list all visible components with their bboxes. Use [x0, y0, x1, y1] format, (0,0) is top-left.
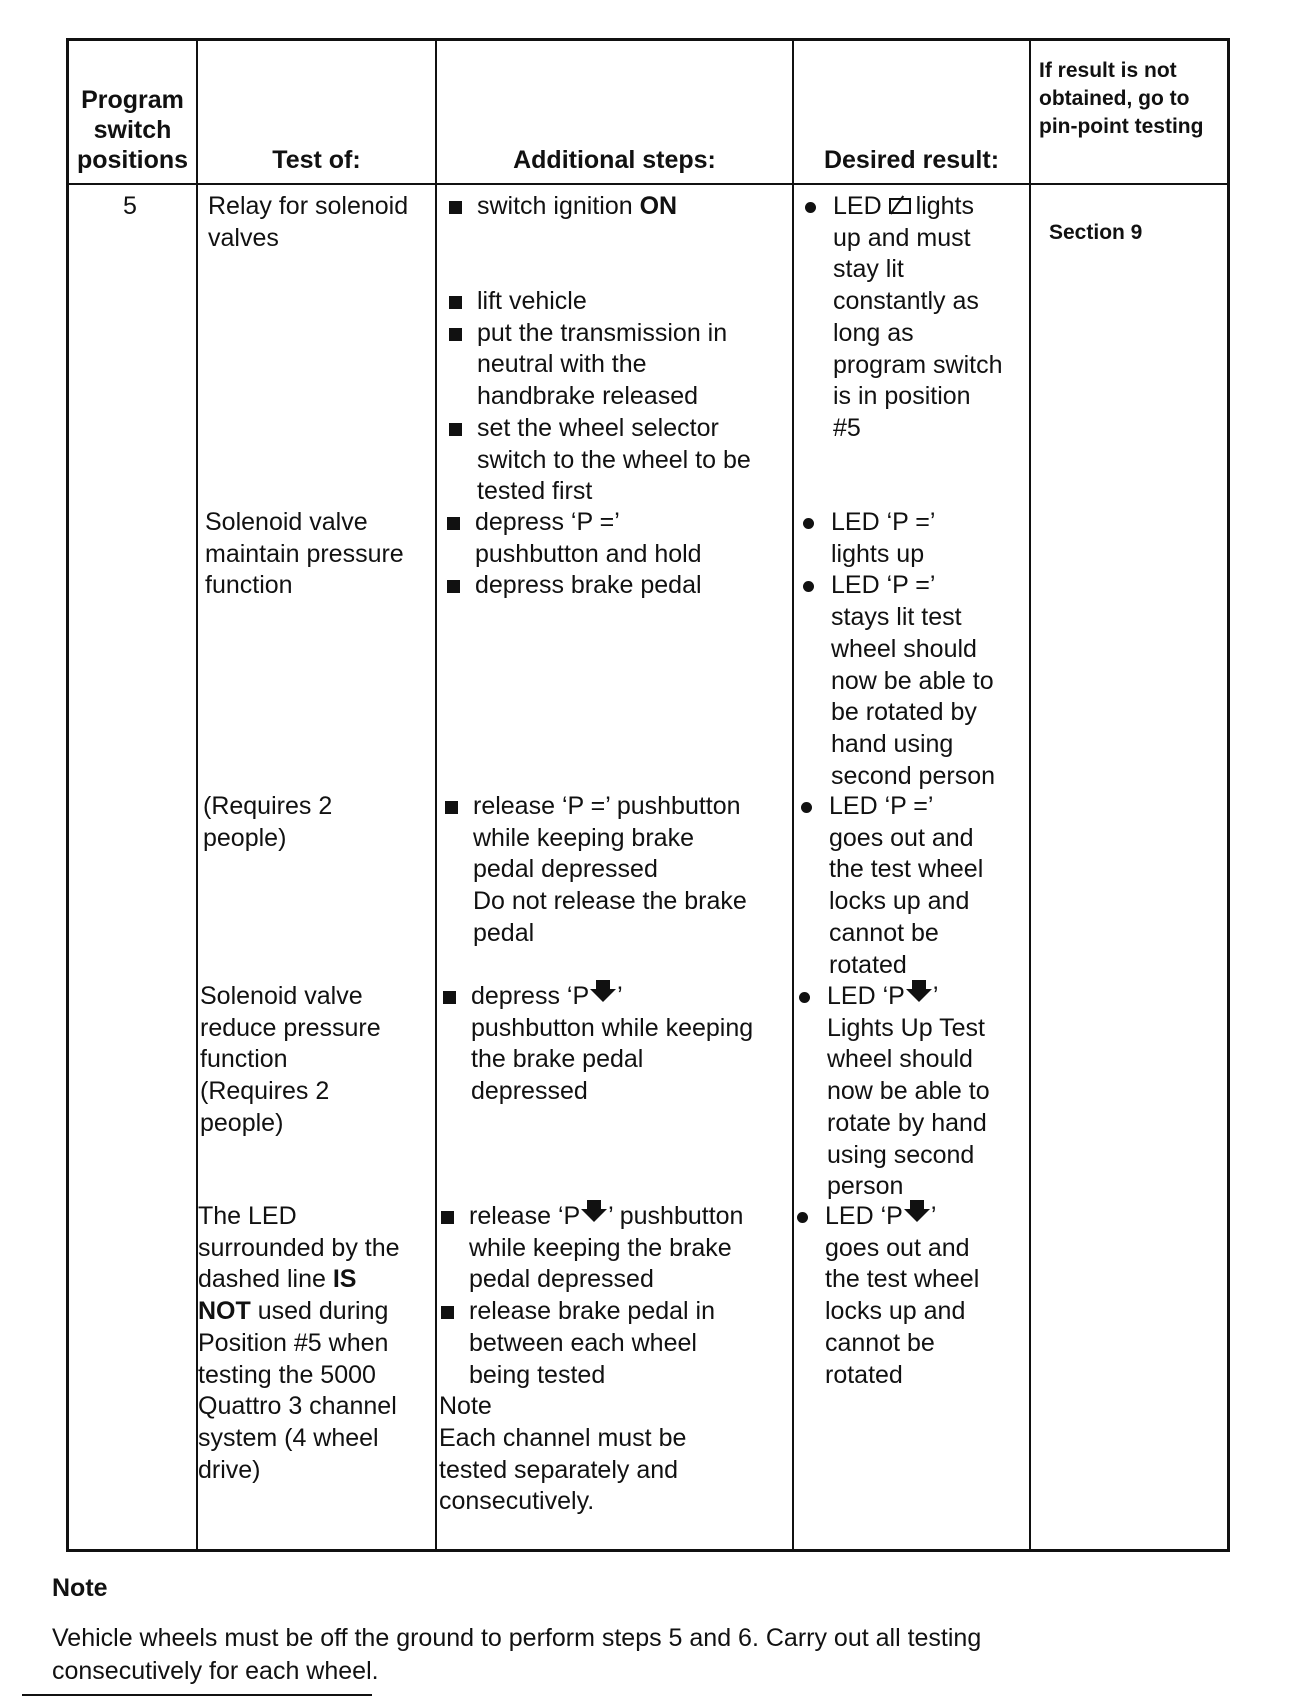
header-pinpoint: If result is not obtained, go to pin-point testing: [1039, 59, 1204, 138]
square-bullet-icon: [449, 328, 462, 341]
result-led-p-arrow-out: LED ‘P ’ goes out and the test wheel locks up and cannot be rotated: [795, 1201, 979, 1391]
result-led-p-arrow-on: LED ‘P ’ Lights Up Test wheel should now be able to rotate by hand using second person: [797, 981, 990, 1203]
col-divider: [792, 41, 794, 1549]
pressure-down-arrow-icon: [590, 989, 616, 1002]
test-maintain-pressure: Solenoid valve maintain pressure function: [205, 508, 404, 600]
test-led-note: The LED surrounded by the dashed line IS NOT used during Position #5 when testing the 5000 Quattro 3 channel system (4 wheel drive): [198, 1202, 400, 1484]
result-led-p-out: LED ‘P =’ goes out and the test wheel locks up and cannot be rotated: [799, 791, 983, 981]
round-bullet-icon: [803, 581, 814, 592]
pressure-down-arrow-icon: [581, 1209, 607, 1222]
relay-symbol-icon: [886, 196, 912, 214]
square-bullet-icon: [449, 201, 462, 214]
footer-rule: [22, 1694, 372, 1696]
header-test-of: Test of:: [272, 146, 361, 174]
test-relay: Relay for solenoid valves: [208, 192, 409, 252]
round-bullet-icon: [797, 1212, 808, 1223]
header-additional-steps: Additional steps:: [513, 146, 716, 174]
header-divider: [69, 183, 1227, 185]
abs-test-table: [66, 38, 1230, 1552]
section-reference: Section 9: [1049, 221, 1143, 244]
step-release-p-arrow: release ‘P ’ pushbutton while keeping the brake pedal depressed release brake pedal in between each wheel being tested Note Each channel must be tested separately and consecutively.: [439, 1202, 744, 1516]
result-relay-led: LED lights up and must stay lit constantly as long as program switch is in position #5: [803, 191, 1003, 445]
col-divider: [1029, 41, 1031, 1549]
round-bullet-icon: [801, 802, 812, 813]
square-bullet-icon: [441, 1211, 454, 1224]
square-bullet-icon: [447, 580, 460, 593]
square-bullet-icon: [445, 801, 458, 814]
round-bullet-icon: [805, 202, 816, 213]
result-led-p-on: LED ‘P =’ lights up LED ‘P =’ stays lit test wheel should now be able to be rotated by hand using second person: [801, 507, 995, 792]
square-bullet-icon: [449, 296, 462, 309]
square-bullet-icon: [441, 1306, 454, 1319]
switch-position: 5: [123, 192, 137, 220]
header-program-switch: Program switch positions: [76, 86, 189, 174]
pressure-down-arrow-icon: [904, 1209, 930, 1222]
test-requires-two: (Requires 2 people): [203, 792, 333, 852]
square-bullet-icon: [447, 517, 460, 530]
round-bullet-icon: [799, 992, 810, 1003]
header-desired-result: Desired result:: [823, 146, 1000, 174]
step-list-setup: lift vehicle put the transmission in neutral with the handbrake released set the wheel selector switch to the wheel to be tested first: [447, 286, 751, 508]
step-depress-p-arrow: depress ‘P ’ pushbutton while keeping the brake pedal depressed: [441, 981, 753, 1108]
square-bullet-icon: [449, 423, 462, 436]
step-depress-p: depress ‘P =’ pushbutton and hold depress brake pedal: [445, 507, 702, 602]
pressure-down-arrow-icon: [906, 989, 932, 1002]
note-text: Vehicle wheels must be off the ground to perform steps 5 and 6. Carry out all testing consecutively for each wheel.: [52, 1624, 982, 1685]
round-bullet-icon: [803, 518, 814, 529]
square-bullet-icon: [443, 991, 456, 1004]
col-divider: [435, 41, 437, 1549]
note-title: Note: [52, 1574, 108, 1602]
step-ignition: switch ignition ON: [447, 191, 677, 223]
test-reduce-pressure: Solenoid valve reduce pressure function (Requires 2 people): [200, 982, 381, 1137]
step-release-p: release ‘P =’ pushbutton while keeping brake pedal depressed Do not release the brake pedal: [443, 791, 747, 950]
